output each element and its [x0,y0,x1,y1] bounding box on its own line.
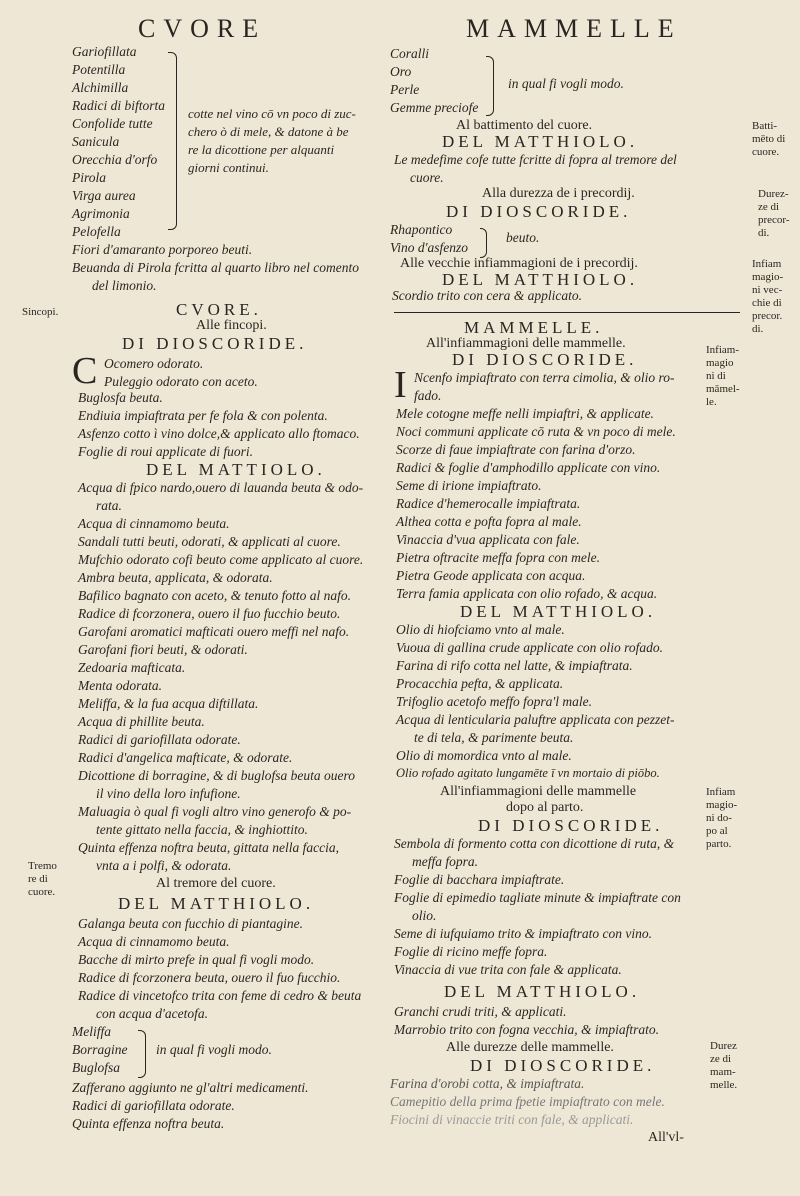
list-item: Radici di gariofillata odorate. [78,732,241,747]
list-item: Agrimonia [72,206,130,221]
list-item: Olio di hiofciamo vnto al male. [396,622,565,637]
list-item: Foglie di epimedio tagliate minute & impiaftrate con [394,890,681,905]
list-item: Radice d'hemerocalle impiaftrata. [396,496,581,511]
subheading: Alla durezza de i precordij. [482,186,635,201]
section-title: DI DIOSCORIDE. [446,202,632,221]
list-item: Radice di vincetofco trita con feme di cedro & beuta [78,988,362,1003]
brace-bracket [480,228,487,258]
list-item: Orecchia d'orfo [72,152,158,167]
margin-note: cuore. [28,886,56,898]
margin-note: precor. [752,310,783,322]
margin-note: Durez- [758,188,789,200]
margin-note: Infiam- [706,344,739,356]
list-item: Pietra Geode applicata con acqua. [396,568,586,583]
list-item: Radice di fcorzonera, ouero il fuo fucchio beuto. [78,606,341,621]
list-item: Buglofsa [72,1060,121,1075]
list-item: Radice di fcorzonera beuta, ouero il fuo fucchio. [78,970,341,985]
list-item: meffa fopra. [412,854,478,869]
list-item: Trifoglio acetofo meffo fopra'l male. [396,694,593,709]
margin-note: mēto di [752,133,786,145]
list-item: Acqua di cinnamomo beuta. [78,516,230,531]
margin-note: melle. [710,1079,738,1091]
margin-note: Infiam [706,786,736,798]
text-line: Le medefime cofe tutte fcritte di fopra al tremore del [394,152,677,167]
section-title: MAMMELLE. [464,318,604,337]
list-item: Coralli [390,46,430,61]
text-line: Fiori d'amaranto porporeo beuti. [72,242,253,257]
list-item: Potentilla [72,62,126,77]
list-item: Ambra beuta, applicata, & odorata. [78,570,273,585]
brace-bracket [168,52,177,230]
margin-note: cuore. [752,146,780,158]
list-item: Radici d'angelica mafticate, & odorate. [78,750,293,765]
list-item: Camepitio della prima fpetie impiaftrato con mele. [390,1094,665,1109]
subheading: Al battimento del cuore. [456,118,593,133]
divider [394,312,740,313]
section-title: DI DIOSCORIDE. [122,334,308,353]
text-line: Ocomero odorato. [104,356,204,371]
margin-note: re di [28,873,48,885]
list-item: Perle [390,82,420,97]
list-item: Quinta effenza noftra beuta, gittata nella faccia, [78,840,339,855]
list-item: Acqua di cinnamomo beuta. [78,934,230,949]
list-item: olio. [412,908,437,923]
list-item: Foglie di ricino meffe fopra. [394,944,548,959]
drop-cap: C [72,350,98,392]
list-item: Farina di rifo cotta nel latte, & impiaftrata. [396,658,633,673]
list-item: Rhapontico [390,222,453,237]
list-item: Sembola di formento cotta con dicottione di ruta, & [394,836,675,851]
list-item: Asfenzo cotto ì vino dolce,& applicato allo ftomaco. [78,426,360,441]
margin-note: mam- [710,1066,736,1078]
margin-note: ze di [758,201,780,213]
list-item: Maluagia ò qual fi vogli altro vino generofo & po- [78,804,352,819]
subheading: Alle fincopi. [196,318,267,333]
margin-note: Sincopi. [22,306,59,318]
section-title: DEL MATTHIOLO. [118,894,315,913]
margin-note: ze di [710,1053,732,1065]
left-header: CVORE [138,14,267,43]
margin-note: ni do- [706,812,732,824]
section-title: DI DIOSCORIDE. [470,1056,656,1075]
list-item: Bafilico bagnato con aceto, & tenuto fotto al nafo. [78,588,351,603]
list-item: Farina d'orobi cotta, & impiaftrata. [390,1076,585,1091]
list-item: Zedoaria mafticata. [78,660,186,675]
list-item: Gemme preciofe [390,100,479,115]
list-item: Procacchia pefta, & applicata. [396,676,564,691]
catchword: All'vl- [648,1130,684,1145]
list-item: Gariofillata [72,44,137,59]
list-item: rata. [96,498,122,513]
list-item: te di tela, & parimente beuta. [414,730,574,745]
list-item: con acqua d'acetofa. [96,1006,208,1021]
list-item: Garofani aromatici mafticati ouero meffi nel nafo. [78,624,350,639]
list-item: Foglie di bacchara impiaftrate. [394,872,565,887]
list-item: Garofani fiori beuti, & odorati. [78,642,248,657]
margin-note: Infiam [752,258,782,270]
text-line: del limonio. [92,278,157,293]
text-line: Beuanda di Pirola fcritta al quarto libro nel comento [72,260,359,275]
margin-note: māmel- [706,383,740,395]
list-item: Sandali tutti beuti, odorati, & applicati al cuore. [78,534,341,549]
list-item: Endiuia impiaftrata per fe fola & con polenta. [78,408,328,423]
list-item: vnta a i polfi, & odorata. [96,858,232,873]
brace-text: beuto. [506,230,540,245]
margin-note: magio- [706,799,738,811]
list-item: Seme di iufquiamo trito & impiaftrato con vino. [394,926,652,941]
margin-note: chie di [752,297,782,309]
list-item: Acqua di lenticularia paluftre applicata con pezzet- [396,712,675,727]
margin-note: ni vec- [752,284,783,296]
brace-bracket [138,1030,146,1078]
margin-note: Batti- [752,120,778,132]
list-item: Dicottione di borragine, & di buglofsa beuta ouero [78,768,355,783]
brace-text: chero ò di mele, & datone à be [188,124,349,139]
list-item: Olio rofado agitato lungamēte ī vn mortaio di piōbo. [396,766,660,780]
list-item: Noci communi applicate cō ruta & vn poco di mele. [396,424,676,439]
margin-note: parto. [706,838,732,850]
margin-note: po al [706,825,728,837]
list-item: Granchi crudi triti, & applicati. [394,1004,567,1019]
list-item: Mufchio odorato cofi beuto come applicato al cuore. [78,552,364,567]
list-item: Sanicula [72,134,120,149]
list-item: Althea cotta e pofta fopra al male. [396,514,582,529]
list-item: Marrobio trito con fogna vecchia, & impiaftrato. [394,1022,659,1037]
brace-text: re la dicottione per alquanti [188,142,335,157]
list-item: Virga aurea [72,188,136,203]
list-item: Alchimilla [72,80,129,95]
list-item: Mele cotogne meffe nelli impiaftri, & applicate. [396,406,654,421]
margin-note: di. [752,323,764,335]
text-line: fado. [414,388,442,403]
list-item: Acqua di fpico nardo,ouero di lauanda beuta & odo- [78,480,364,495]
section-title: DEL MATTHIOLO. [460,602,657,621]
list-item: Vinaccia d'vua applicata con fale. [396,532,580,547]
brace-text: giorni continui. [188,160,269,175]
brace-text: cotte nel vino cō vn poco di zuc- [188,106,356,121]
margin-note: le. [706,396,717,408]
list-item: Olio di momordica vnto al male. [396,748,572,763]
brace-text: in qual fi vogli modo. [156,1042,272,1057]
list-item: Menta odorata. [78,678,162,693]
list-item: Foglie di roui applicate di fuori. [78,444,253,459]
list-item: Oro [390,64,412,79]
margin-note: precor- [758,214,790,226]
subheading: Alle durezze delle mammelle. [446,1040,614,1055]
list-item: Meliffa [72,1024,111,1039]
list-item: Fiocini di vinaccie triti con fale, & applicati. [390,1112,634,1127]
margin-note: Tremo [28,860,57,872]
brace-bracket [486,56,494,116]
section-title: DEL MATTHIOLO. [442,132,639,151]
subheading: All'infiammagioni delle mammelle [440,784,637,799]
margin-note: magio [706,357,734,369]
subheading: All'infiammagioni delle mammelle. [426,336,626,351]
list-item: il vino della loro infufione. [96,786,241,801]
section-title: CVORE. [176,300,262,319]
text-line: Ncenfo impiaftrato con terra cimolia, & olio ro- [414,370,675,385]
section-title: DEL MATTIOLO. [146,460,326,479]
subheading: Alle vecchie infiammagioni de i precordij. [400,256,638,271]
list-item: Confolide tutte [72,116,153,131]
list-item: Pirola [72,170,107,185]
list-item: Radici & foglie d'amphodillo applicate con vino. [396,460,661,475]
list-item: Vino d'asfenzo [390,240,469,255]
text-line: Puleggio odorato con aceto. [104,374,258,389]
right-header: MAMMELLE [466,14,682,43]
list-item: Bacche di mirto prefe in qual fi vogli modo. [78,952,315,967]
list-item: Scorze di faue impiaftrate con farina d'orzo. [396,442,636,457]
text-line: Scordio trito con cera & applicato. [392,288,582,303]
list-item: Buglosfa beuta. [78,390,163,405]
margin-note: magio- [752,271,784,283]
section-title: DI DIOSCORIDE. [452,350,638,369]
list-item: Terra famia applicata con olio rofado, & acqua. [396,586,658,601]
text-line: cuore. [410,170,444,185]
section-title: DEL MATTHIOLO. [442,270,639,289]
subheading: Al tremore del cuore. [156,876,276,891]
list-item: Radici di gariofillata odorate. [72,1098,235,1113]
list-item: Vinaccia di vue trita con fale & applicata. [394,962,622,977]
list-item: Borragine [72,1042,128,1057]
list-item: Pelofella [72,224,121,239]
list-item: Pietra oftracite meffa fopra con mele. [396,550,600,565]
section-title: DI DIOSCORIDE. [478,816,664,835]
list-item: tente gittato nella faccia, & inghiottito. [96,822,308,837]
list-item: Zafferano aggiunto ne gl'altri medicamenti. [72,1080,309,1095]
list-item: Quinta effenza noftra beuta. [72,1116,225,1131]
margin-note: ni di [706,370,726,382]
list-item: Radici di biftorta [72,98,165,113]
margin-note: Durez [710,1040,737,1052]
subheading: dopo al parto. [506,800,584,815]
list-item: Galanga beuta con fucchio di piantagine. [78,916,303,931]
section-title: DEL MATTHIOLO. [444,982,641,1001]
drop-cap: I [394,364,407,406]
margin-note: di. [758,227,770,239]
list-item: Seme di irione impiaftrato. [396,478,542,493]
list-item: Acqua di phillite beuta. [78,714,205,729]
list-item: Vuoua di gallina crude applicate con olio rofado. [396,640,663,655]
brace-text: in qual fi vogli modo. [508,76,624,91]
list-item: Meliffa, & la fua acqua diftillata. [78,696,259,711]
